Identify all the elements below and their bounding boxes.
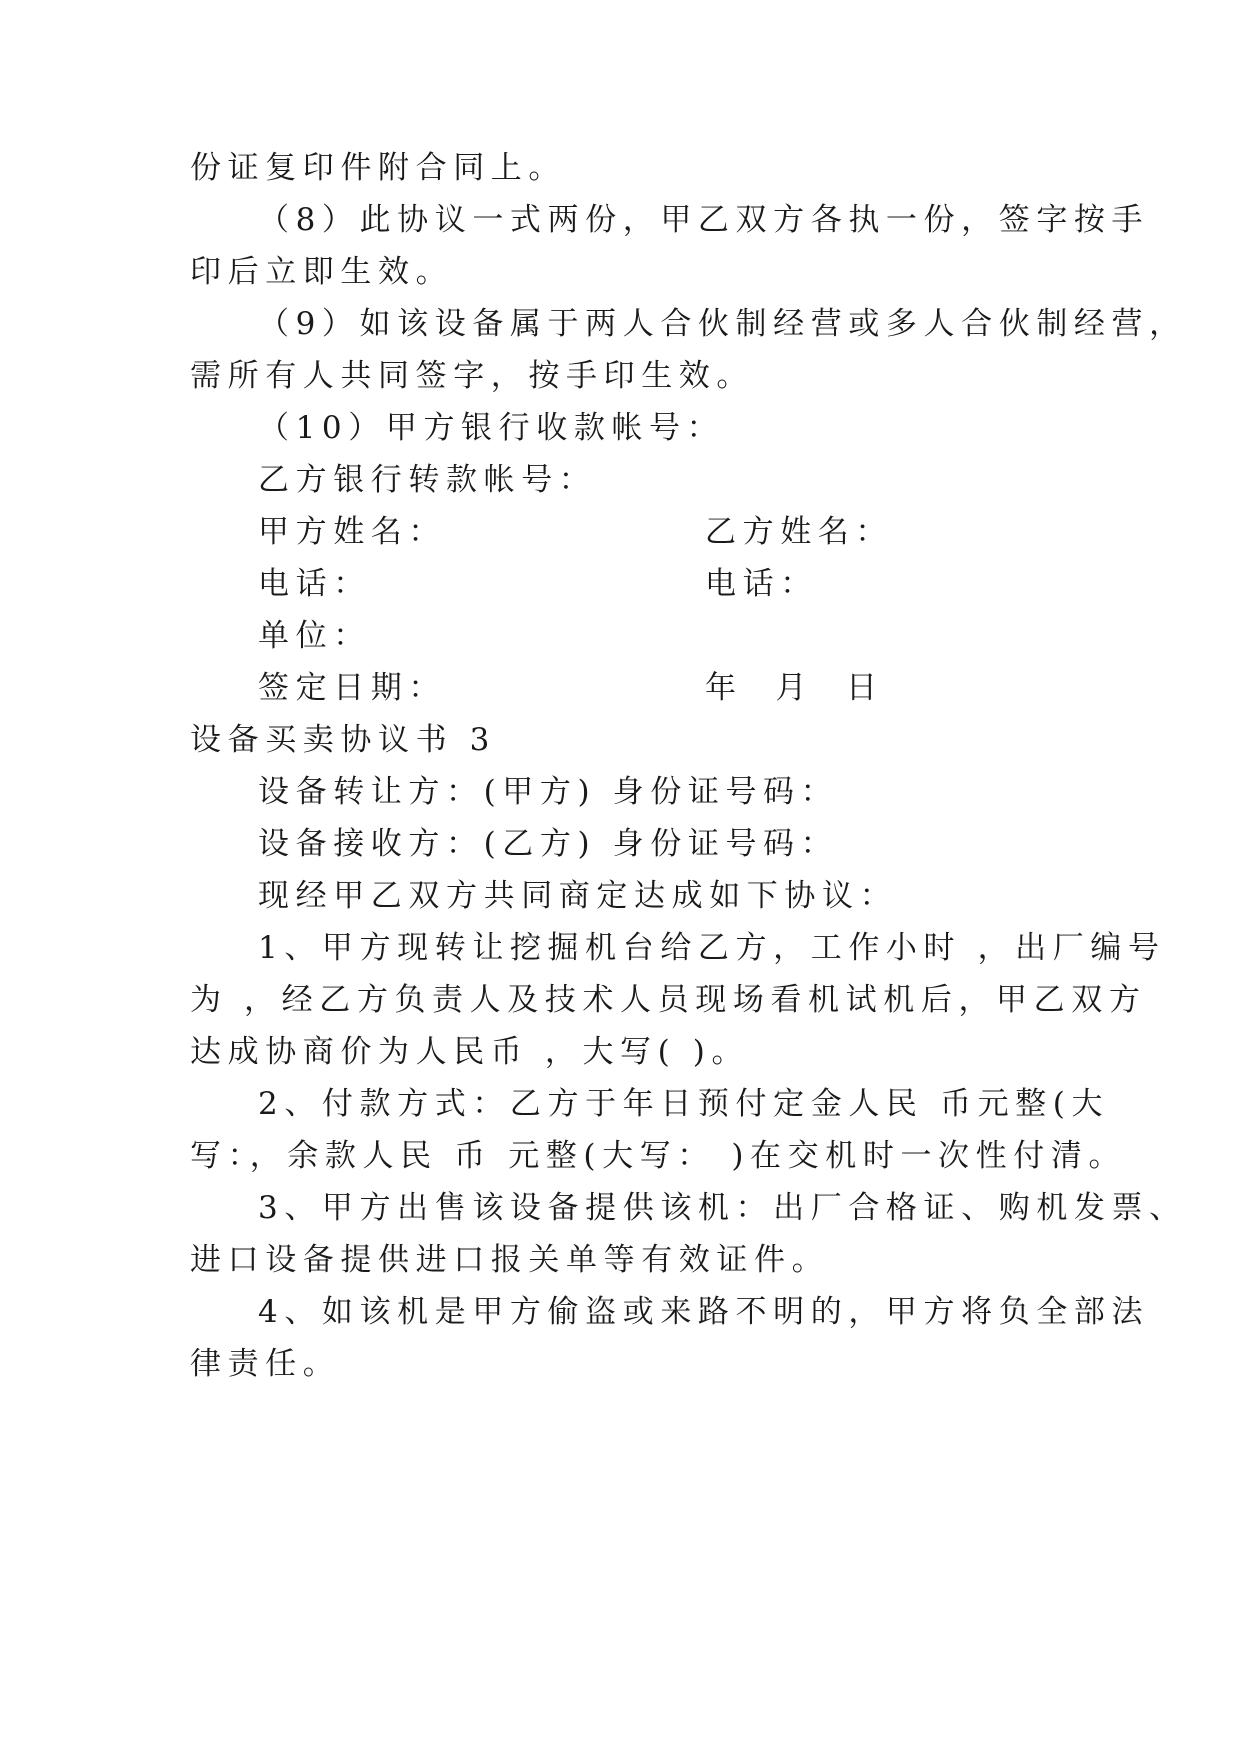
item-1-line-3: 达成协商价为人民币 ，大写( )。 bbox=[190, 1034, 750, 1070]
receiver-line: 设备接收方：(乙方) 身份证号码： bbox=[258, 826, 839, 862]
sign-date-label: 签定日期： bbox=[258, 670, 446, 706]
party-b-bank-account: 乙方银行转款帐号： bbox=[258, 462, 597, 498]
clause-8-line-2: 印后立即生效。 bbox=[190, 254, 454, 290]
item-4-line-1: 4、如该机是甲方偷盗或来路不明的，甲方将负全部法 bbox=[258, 1294, 1150, 1330]
date-format: 年 月 日 bbox=[705, 670, 884, 706]
party-b-name-label: 乙方姓名： bbox=[705, 514, 893, 550]
item-3-line-2: 进口设备提供进口报关单等有效证件。 bbox=[190, 1242, 830, 1278]
item-4-line-2: 律责任。 bbox=[190, 1346, 341, 1382]
item-3-line-1: 3、甲方出售该设备提供该机：出厂合格证、购机发票、 bbox=[258, 1190, 1187, 1226]
clause-10: （10）甲方银行收款帐号： bbox=[258, 410, 725, 446]
party-b-phone-label: 电话： bbox=[705, 566, 818, 602]
item-1-line-1: 1、甲方现转让挖掘机台给乙方，工作小时 ，出厂编号 bbox=[258, 930, 1166, 966]
party-a-phone-label: 电话： bbox=[258, 566, 371, 602]
item-2-line-2: 写：，余款人民 币 元整(大写： )在交机时一次性付清。 bbox=[190, 1138, 1127, 1174]
clause-9-line-1: （9）如该设备属于两人合伙制经营或多人合伙制经营， bbox=[258, 306, 1187, 342]
unit-label: 单位： bbox=[258, 618, 371, 654]
continuation-text: 份证复印件附合同上。 bbox=[190, 150, 566, 186]
clause-8-line-1: （8）此协议一式两份，甲乙双方各执一份，签字按手 bbox=[258, 202, 1150, 238]
intro-line: 现经甲乙双方共同商定达成如下协议： bbox=[258, 878, 898, 914]
transferor-line: 设备转让方：(甲方) 身份证号码： bbox=[258, 774, 839, 810]
clause-9-line-2: 需所有人共同签字，按手印生效。 bbox=[190, 358, 754, 394]
party-a-name-label: 甲方姓名： bbox=[258, 514, 446, 550]
section-title: 设备买卖协议书 3 bbox=[190, 722, 496, 758]
item-2-line-1: 2、付款方式：乙方于年日预付定金人民 币元整(大 bbox=[258, 1086, 1110, 1122]
item-1-line-2: 为 ，经乙方负责人及技术人员现场看机试机后，甲乙双方 bbox=[190, 982, 1147, 1018]
